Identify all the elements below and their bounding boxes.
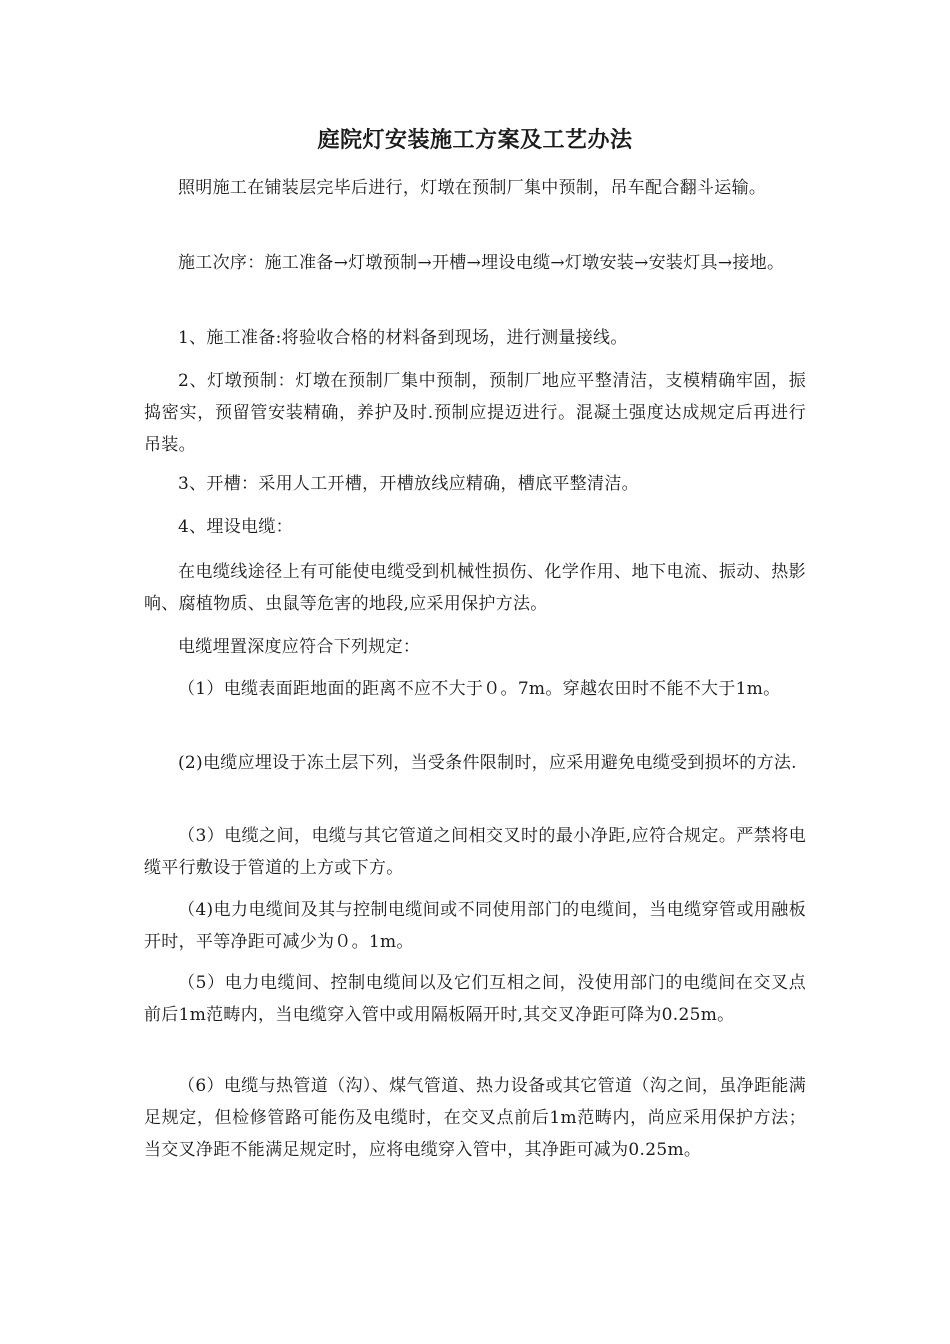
paragraph-rule-6: （6）电缆与热管道（沟）、煤气管道、热力设备或其它管道（沟之间，虽净距能满足规定，但检修管路可能伤及电缆时，在交叉点前后1m范畴内，尚应采用保护方法；当交叉净距不能满足规定时，应将电缆穿入管中，其净距可减为0.25m。 — [144, 1076, 806, 1160]
paragraph-construction-timing: 照明施工在铺装层完毕后进行，灯墩在预制厂集中预制，吊车配合翻斗运输。 — [178, 178, 767, 198]
paragraph-rule-5: （5）电力电缆间、控制电缆间以及它们互相之间，没使用部门的电缆间在交叉点前后1m范畴内，当电缆穿入管中或用隔板隔开时,其交叉净距可降为0.25m。 — [144, 973, 806, 1025]
paragraph-rule-4: （4)电力电缆间及其与控制电缆间或不同使用部门的电缆间，当电缆穿管或用融板开时，平等净距可减少为０。1m。 — [144, 900, 806, 952]
document-title: 庭院灯安装施工方案及工艺办法 — [317, 127, 633, 153]
paragraph-rule-2: (2)电缆应埋设于冻土层下列，当受条件限制时，应采用避免电缆受到损坏的方法. — [178, 753, 797, 773]
paragraph-step-3-trenching: 3、开槽：采用人工开槽，开槽放线应精确，槽底平整清洁。 — [178, 474, 639, 494]
paragraph-step-2-prefabrication: 2、灯墩预制：灯墩在预制厂集中预制，预制厂地应平整清洁，支模精确牢固，振捣密实，预留管安装精确，养护及时.预制应提迈进行。混凝土强度达成规定后再进行吊装。 — [144, 371, 806, 455]
paragraph-cable-protection: 在电缆线途径上有可能使电缆受到机械性损伤、化学作用、地下电流、振动、热影响、腐植物质、虫鼠等危害的地段,应采用保护方法。 — [144, 562, 806, 614]
paragraph-rule-1: （1）电缆表面距地面的距离不应不大于０。7m。穿越农田时不能不大于1m。 — [178, 679, 781, 699]
paragraph-step-1-preparation: 1、施工准备:将验收合格的材料备到现场，进行测量接线。 — [178, 328, 628, 348]
paragraph-burial-depth-intro: 电缆埋置深度应符合下列规定： — [178, 637, 421, 657]
paragraph-rule-3: （3）电缆之间，电缆与其它管道之间相交叉时的最小净距,应符合规定。严禁将电缆平行敷设于管道的上方或下方。 — [144, 826, 806, 878]
paragraph-construction-sequence: 施工次序：施工准备→灯墩预制→开槽→埋设电缆→灯墩安装→安装灯具→接地。 — [178, 253, 785, 273]
paragraph-step-4-cable-laying: 4、埋设电缆： — [178, 517, 293, 537]
